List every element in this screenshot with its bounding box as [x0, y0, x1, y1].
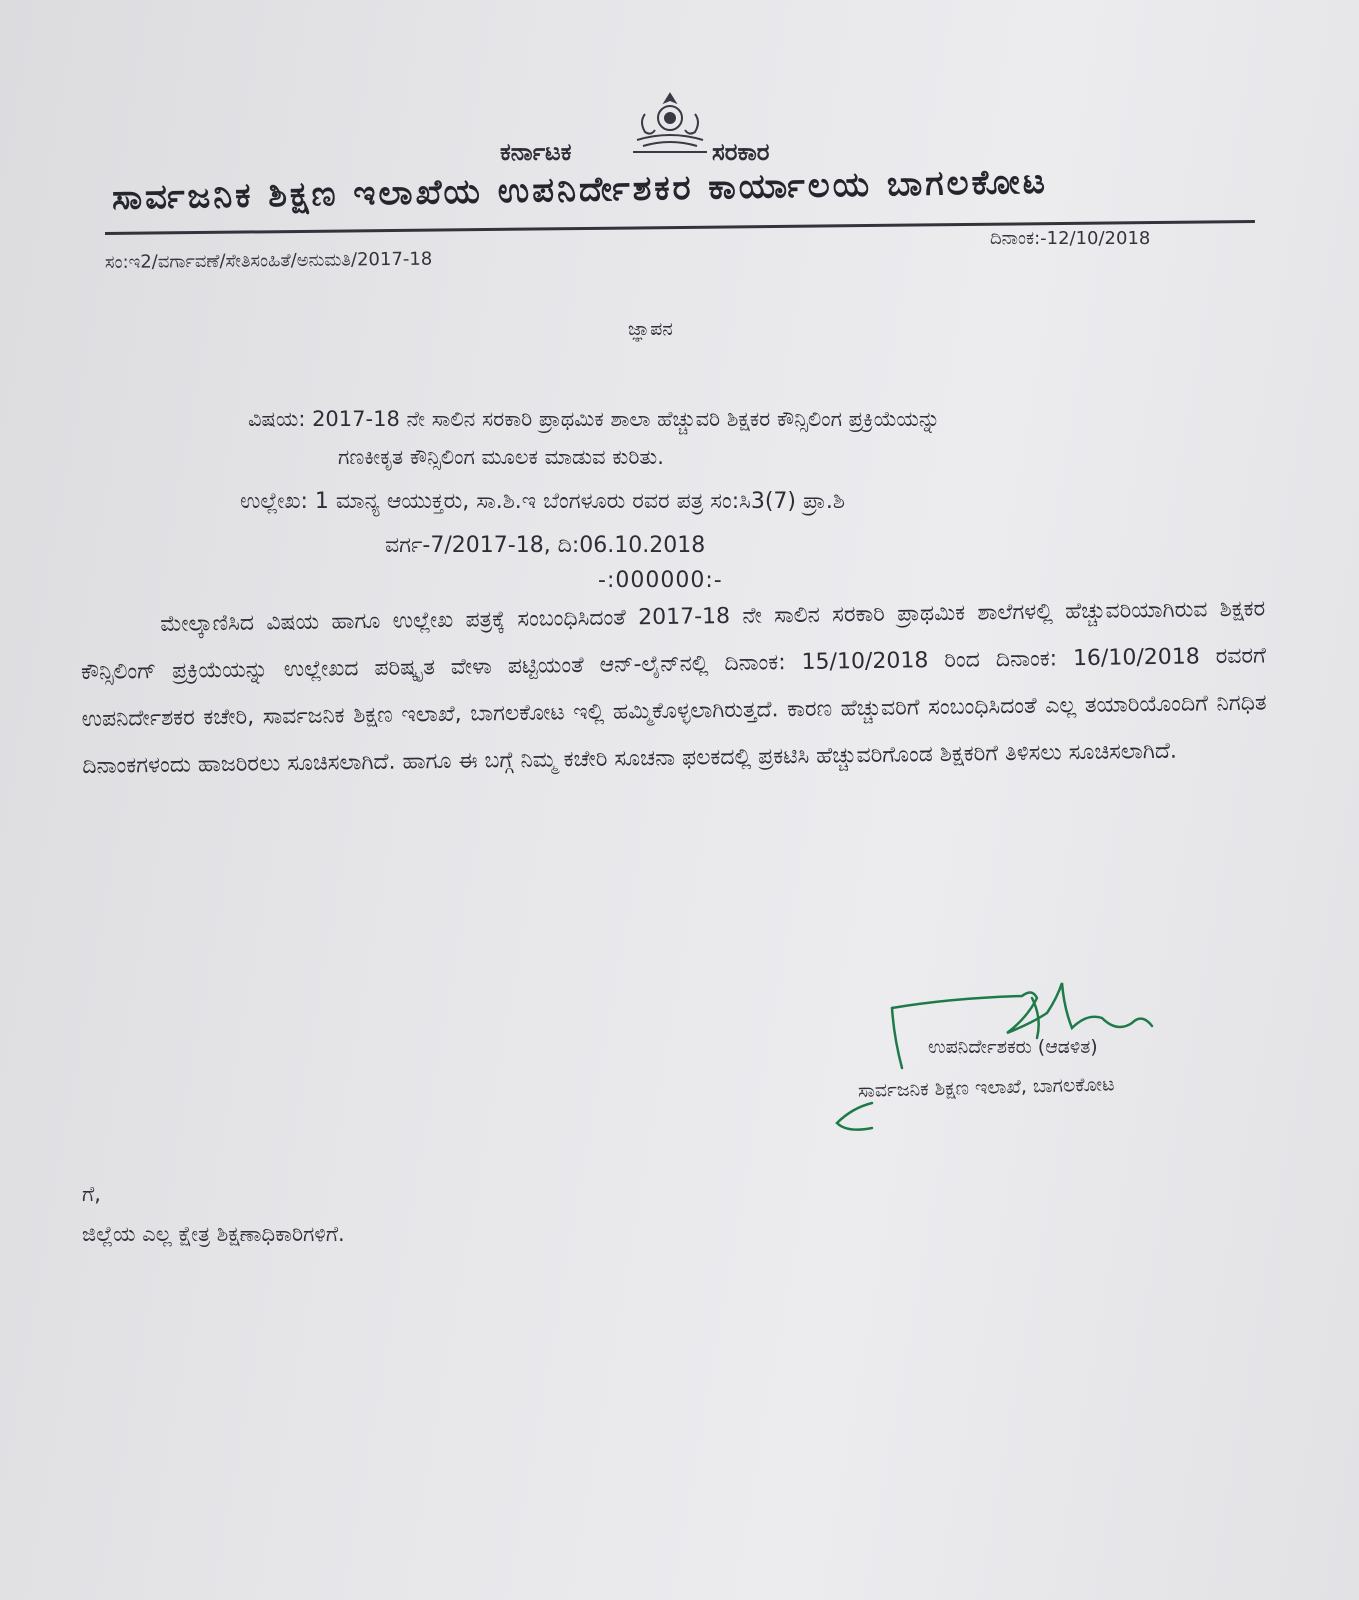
document-date: ದಿನಾಂಕ:-12/10/2018 [990, 228, 1151, 249]
memo-heading: ಜ್ಞಾಪನ [628, 318, 673, 340]
section-divider: -:000000:- [598, 568, 723, 593]
state-emblem-icon [625, 90, 715, 165]
recipient-label: ಗೆ, [82, 1182, 101, 1206]
signatory-designation: ಉಪನಿರ್ದೇಶಕರು (ಆಡಳಿತ) [928, 1036, 1098, 1058]
signatory-department: ಸಾರ್ವಜನಿಕ ಶಿಕ್ಷಣ ಇಲಾಖೆ, ಬಾಗಲಕೋಟ [857, 1073, 1115, 1102]
reference-line-2: ವರ್ಗ-7/2017-18, ದಿ:06.10.2018 [385, 533, 706, 558]
subject-block [248, 400, 1238, 476]
recipient-value: ಜಿಲ್ಲೆಯ ಎಲ್ಲ ಕ್ಷೇತ್ರ ಶಿಕ್ಷಣಾಧಿಕಾರಿಗಳಿಗೆ. [82, 1222, 345, 1246]
memo-body: ಮೇಲ್ಕಾಣಿಸಿದ ವಿಷಯ ಹಾಗೂ ಉಲ್ಲೇಖ ಪತ್ರಕ್ಕೆ ಸಂಬಂಧಿಸಿದಂತೆ 2017-18 ನೇ ಸಾಲಿನ ಸರಕಾರಿ ಪ್ರಾಥಮಿಕ ಶಾಲೆಗಳಲ್ಲಿ ಹೆಚ್ಚುವರಿಯಾಗಿರುವ ಶಿಕ್ಷಕರ ಕೌನ್ಸಿಲಿಂಗ್ ಪ್ರಕ್ರಿಯೆಯನ್ನು ಉಲ್ಲೇಖದ ಪರಿಷ್ಕೃತ ವೇಳಾ ಪಟ್ಟಿಯಂತೆ ಆನ್-ಲೈನ್‌ನಲ್ಲಿ ದಿನಾಂಕ: 15/10/2018 ರಿಂದ ದಿನಾಂಕ: 16/10/2018 ರವರಗೆ ಉಪನಿರ್ದೇಶಕರ ಕಚೇರಿ, ಸಾರ್ವಜನಿಕ ಶಿಕ್ಷಣ ಇಲಾಖೆ, ಬಾಗಲಕೋಟ ಇಲ್ಲಿ ಹಮ್ಮಿಕೊಳ್ಳಲಾಗಿರುತ್ತದೆ. ಕಾರಣ ಹೆಚ್ಚುವರಿಗೆ ಸಂಬಂಧಿಸಿದಂತೆ ಎಲ್ಲ ತಯಾರಿಯೊಂದಿಗೆ ನಿಗಧಿತ ದಿನಾಂಕಗಳಂದು ಹಾಜರಿರಲು ಸೂಚಿಸಲಾಗಿದೆ. ಹಾಗೂ ಈ ಬಗ್ಗೆ ನಿಮ್ಮ ಕಚೇರಿ ಸೂಚನಾ ಫಲಕದಲ್ಲಿ ಪ್ರಕಟಿಸಿ ಹೆಚ್ಚುವರಿಗೊಂಡ ಶಿಕ್ಷಕರಿಗೆ ತಿಳಿಸಲು ಸೂಚಿಸಲಾಗಿದೆ. [80, 596, 1267, 779]
handwritten-signature [832, 978, 1252, 1148]
office-title: ಸಾರ್ವಜನಿಕ ಶಿಕ್ಷಣ ಇಲಾಖೆಯ ಉಪನಿರ್ದೇಶಕರ ಕಾರ್ಯಾಲಯ ಬಾಗಲಕೋಟ [111, 161, 1049, 218]
government-name-left: ಕರ್ನಾಟಕ [500, 138, 572, 166]
reference-line-1: ಉಲ್ಲೇಖ: 1 ಮಾನ್ಯ ಆಯುಕ್ತರು, ಸಾ.ಶಿ.ಇ ಬೆಂಗಳೂರು ರವರ ಪತ್ರ ಸಂ:ಸಿ3(7) ಪ್ರಾ.ಶಿ [240, 489, 845, 514]
reference-number: ಸಂ:ಇ2/ವರ್ಗಾವಣೆ/ಸೇತಿಸಂಹಿತೆ/ಅನುಮತಿ/2017-18 [104, 248, 433, 273]
government-name-right: ಸರಕಾರ [712, 138, 770, 166]
subject-line-1: ವಿಷಯ: 2017-18 ನೇ ಸಾಲಿನ ಸರಕಾರಿ ಪ್ರಾಥಮಿಕ ಶಾಲಾ ಹೆಚ್ಚುವರಿ ಶಿಕ್ಷಕರ ಕೌನ್ಸಿಲಿಂಗ ಪ್ರಕ್ರಿಯೆಯನ್ನು [248, 407, 941, 431]
subject-line-2: ಗಣಕೀಕೃತ ಕೌನ್ಸಿಲಿಂಗ ಮೂಲಕ ಮಾಡುವ ಕುರಿತು. [338, 445, 664, 469]
reference-block [240, 480, 1240, 568]
